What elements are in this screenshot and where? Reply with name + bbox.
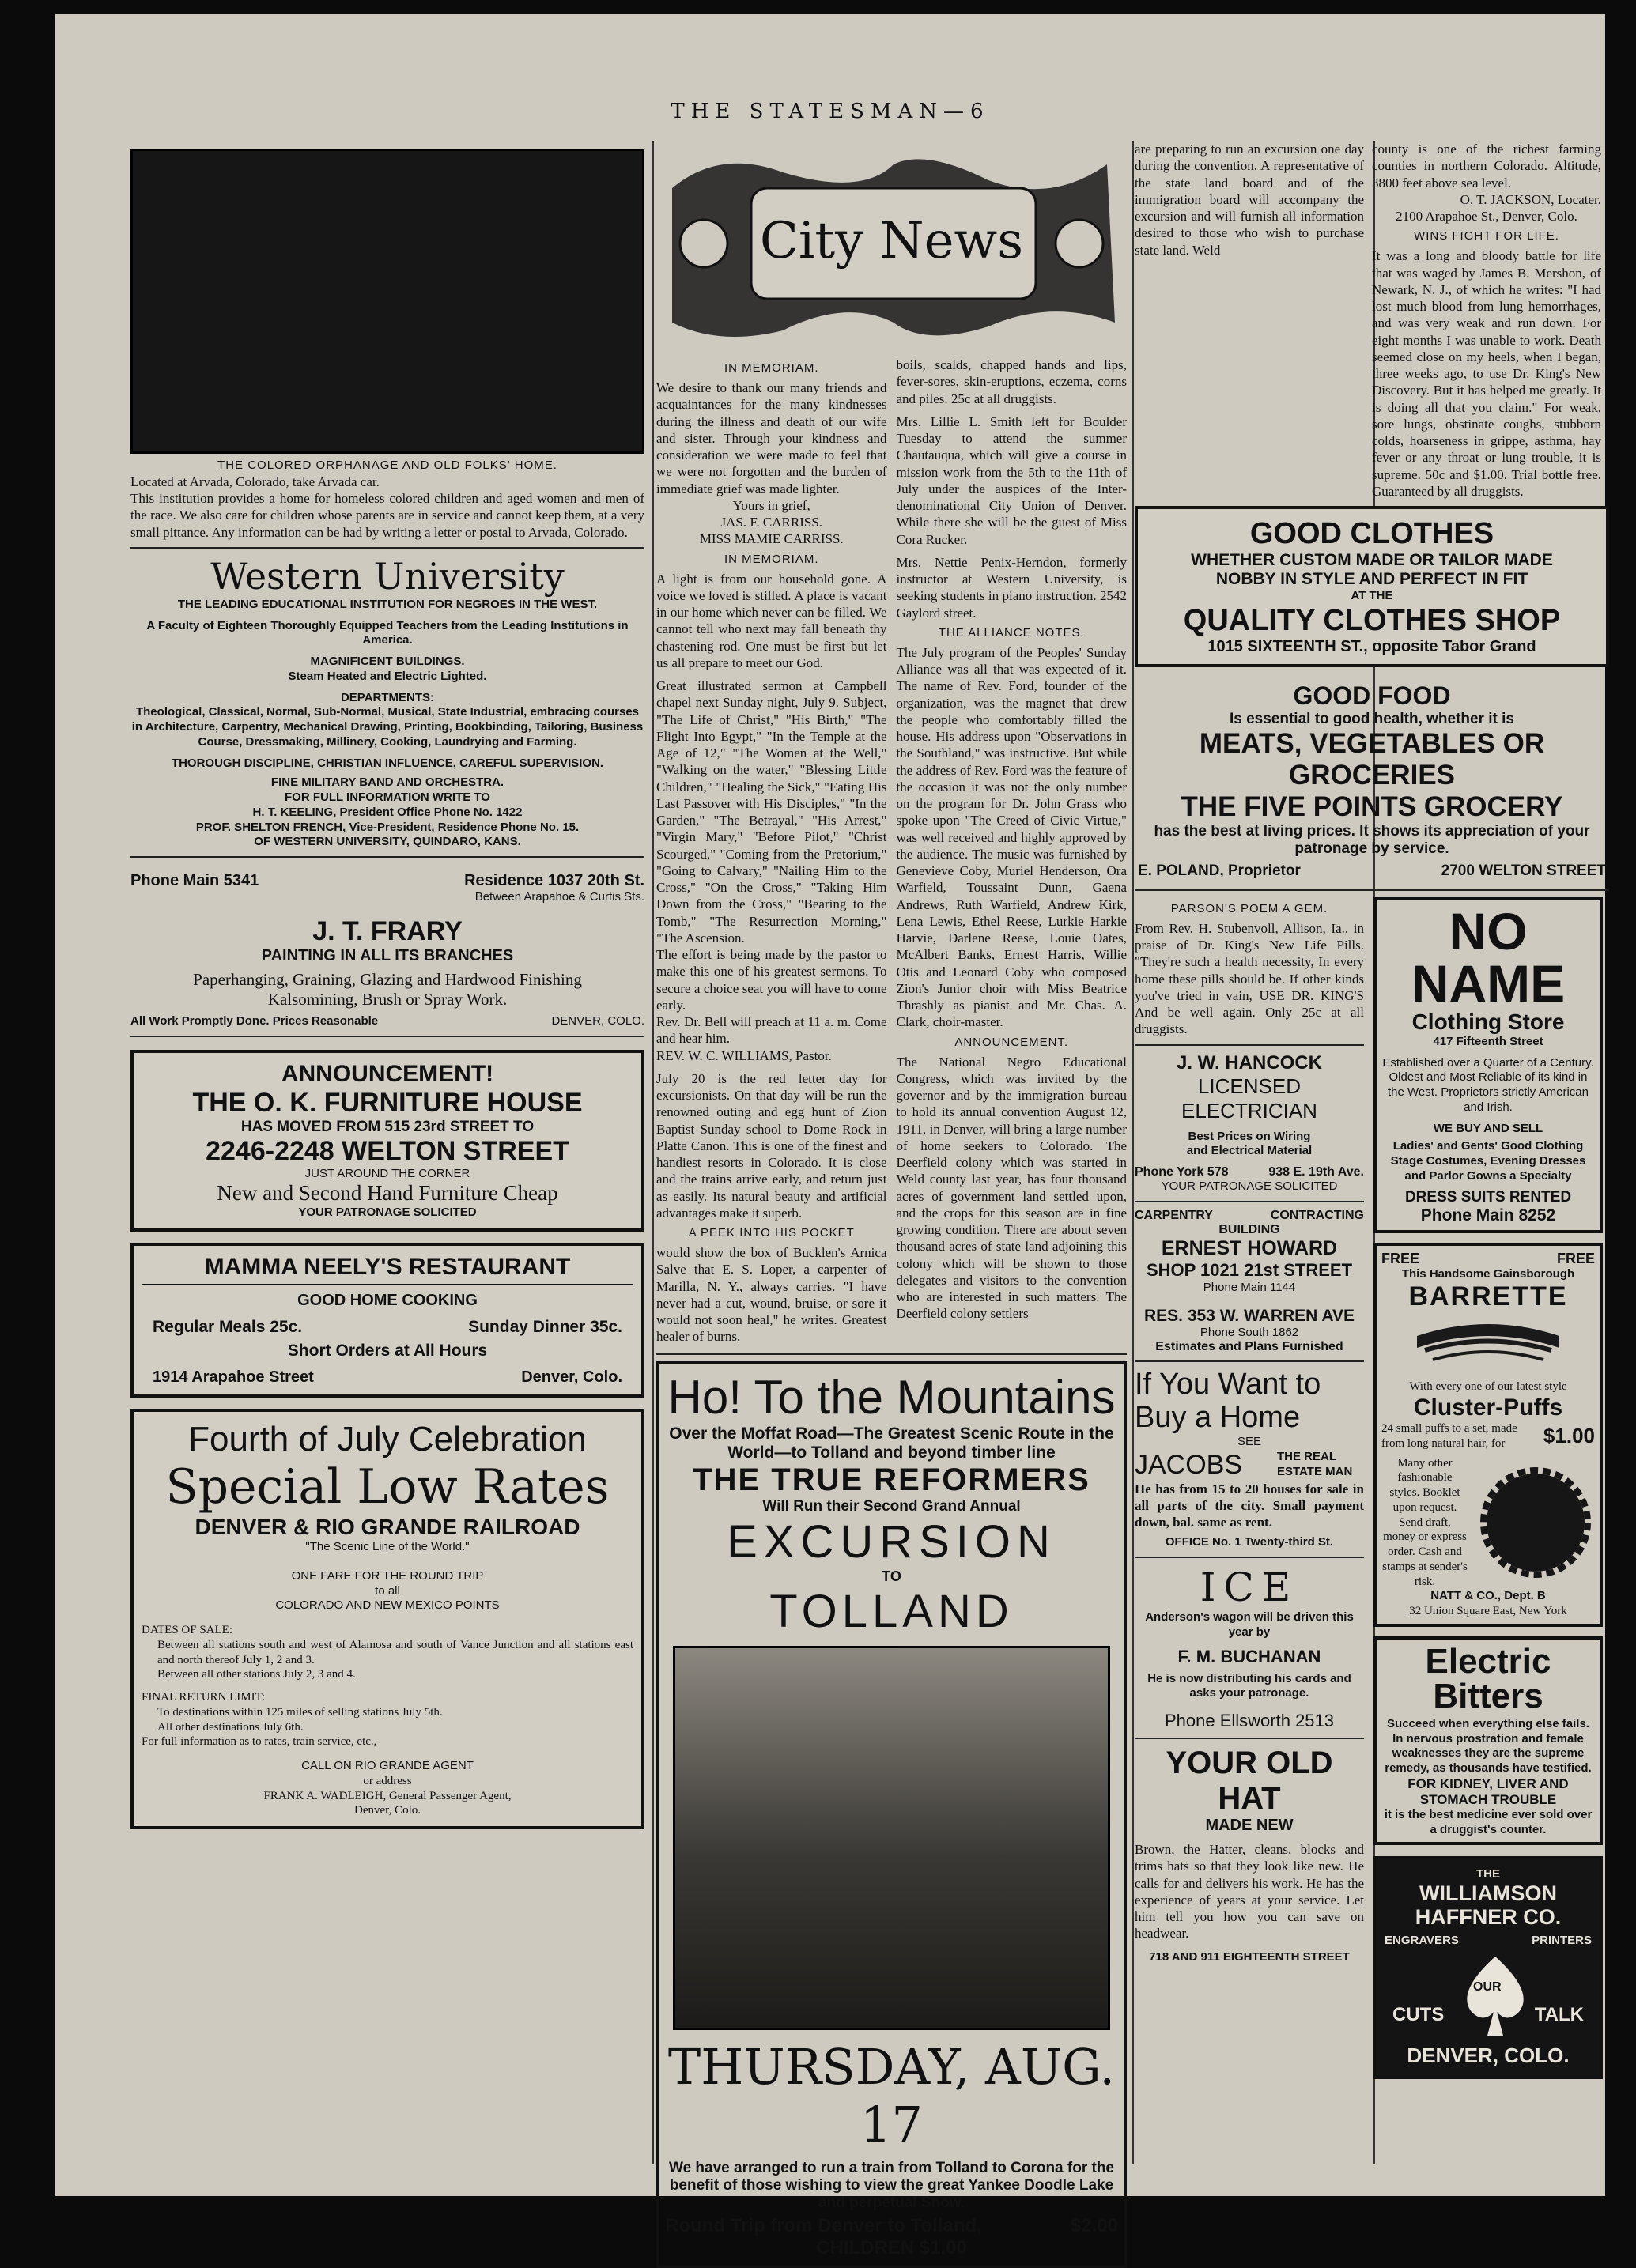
tolland-round-trip: Round Trip from Denver to Tolland, [665, 2214, 982, 2236]
neely-city: Denver, Colo. [521, 1368, 622, 1386]
ice-head: ICE [1200, 1564, 1299, 1611]
divider [130, 1036, 644, 1037]
barrette-puff-desc: 24 small puffs to a set, made from long natural hair, for [1381, 1422, 1517, 1450]
western-university-ad [130, 555, 644, 850]
tolland-tolland: TOLLAND [769, 1585, 1014, 1637]
tolland-to: TO [882, 1568, 901, 1584]
weld-body: county is one of the richest farming counties in northern Colorado. Altitude, 3800 feet above sea level. [1372, 142, 1601, 191]
howard-res: RES. 353 W. WARREN AVE [1143, 1306, 1355, 1325]
tolland-will-run: Will Run their Second Grand Annual [762, 1497, 1021, 1515]
peek-head: A PEEK INTO HIS POCKET [688, 1226, 855, 1240]
howard-name: ERNEST HOWARD [1161, 1236, 1338, 1259]
rg-motto: "The Scenic Line of the World." [305, 1540, 470, 1553]
divider [1135, 1557, 1364, 1558]
okf-corner: JUST AROUND THE CORNER [304, 1166, 470, 1180]
ice-phone: Phone Ellsworth 2513 [1164, 1711, 1335, 1731]
divider [1135, 1360, 1364, 1362]
neely-name: MAMMA NEELY'S RESTAURANT [142, 1254, 633, 1285]
frary-name: J. T. FRARY [312, 915, 463, 946]
tolland-price: $2.00 [1070, 2214, 1118, 2236]
rg-dates2: Between all other stations July 2, 3 and 4. [157, 1668, 356, 1681]
frary-line2: Paperhanging, Graining, Glazing and Hardwood Finishing [193, 969, 582, 989]
rg-fare: ONE FARE FOR THE ROUND TRIP [291, 1568, 484, 1583]
tolland-head: Ho! To the Mountains [667, 1370, 1116, 1424]
frary-foot-left: All Work Promptly Done. Prices Reasonable [130, 1013, 379, 1028]
barrette-ad [1373, 1243, 1603, 1627]
old-hat-ad [1135, 1745, 1364, 1964]
memoriam1-yours: Yours in grief, [732, 497, 810, 513]
ice-l2: He is now distributing his cards and asks your patronage. [1147, 1671, 1351, 1700]
jacobs-body: He has from 15 to 20 houses for sale in all parts of the city. Small payment down, bal. same as rent. [1135, 1481, 1364, 1530]
neely-cooking: GOOD HOME COOKING [297, 1292, 478, 1309]
memoriam2-body: A light is from our household gone. A voice we loved is stilled. A place is vacant in our home which never can be filled. We cannot tell who next may fall beneath thy chastening rod. One must be first but let us all prepare to meet our God. [656, 571, 887, 670]
sermon-body: Great illustrated sermon at Campbell chapel next Sunday night, July 9. Subject, "The Life of Christ," "His Birth," "The Flight Into Egypt," "In the Temple at the Age of 12," "The Women at the Well," "Walking on the water," "Blessing Little Children," "Healing the Sick," "Eating His Last Passover with His Disciples," "In the Garden," "The Betrayal," "His Arrest," "Virgin Mary," "Before Pilot," "Christ Scourged," "Coming from the Pretorium," "Going to Calvary," "Nailing Him to the Cross," "On the Cross," "Taking Him Down from the Cross," "Bearing to the Tomb," "The Resurrection Morning," "The Ascension. [656, 678, 887, 945]
nn-sub: Clothing Store [1411, 1009, 1565, 1034]
spade-emblem-icon [1448, 1949, 1543, 2043]
gf-street: 2700 WELTON STREET [1441, 862, 1606, 879]
wh-printers: PRINTERS [1532, 1934, 1592, 1948]
hancock-name: J. W. HANCOCK [1176, 1051, 1322, 1074]
gc-shop: QUALITY CLOTHES SHOP [1183, 603, 1561, 637]
gf-l4: has the best at living prices. It shows its appreciation of your patronage by service. [1154, 822, 1590, 857]
barrette-icon [1409, 1312, 1567, 1376]
wu-heating: Steam Heated and Electric Lighted. [288, 669, 487, 683]
howard-l2: CONTRACTING [1270, 1208, 1364, 1222]
nn-goods: Ladies' and Gents' Good Clothing Stage Costumes, Evening Dresses and Parlor Gowns a Specialty [1390, 1139, 1586, 1183]
wh-our: OUR [1473, 1980, 1502, 1994]
howard-estimates: Estimates and Plans Furnished [1155, 1340, 1343, 1354]
wh-name: WILLIAMSON HAFFNER CO. [1415, 1881, 1562, 1929]
barrette-free-left: FREE [1381, 1250, 1420, 1266]
barrette-cluster: Cluster-Puffs [1413, 1394, 1563, 1421]
gc-l3: AT THE [1351, 589, 1393, 602]
column-4 [1373, 897, 1603, 2079]
jackson-sig: O. T. JACKSON, Locater. [1460, 191, 1601, 207]
divider [1135, 1044, 1364, 1046]
electric-bitters-ad [1373, 1636, 1603, 1846]
hat-sub: MADE NEW [1205, 1817, 1294, 1835]
divider [1135, 1201, 1364, 1202]
hancock-addr: 938 E. 19th Ave. [1268, 1165, 1364, 1179]
rg-to-all: to all [375, 1583, 400, 1598]
frary-line1: PAINTING IN ALL ITS BRANCHES [261, 946, 514, 964]
rg-return1: To destinations within 125 miles of selling stations July 5th. [157, 1705, 443, 1719]
tolland-arranged: We have arranged to run a train from Tolland to Corona for the benefit of those wishing to view the great Yankee Doodle Lake and perpetual Snow. [668, 2159, 1114, 2211]
wh-engravers: ENGRAVERS [1385, 1934, 1459, 1948]
wu-buildings: MAGNIFICENT BUILDINGS. [310, 655, 465, 668]
parson-body: From Rev. H. Stubenvoll, Allison, Ia., in praise of Dr. King's New Life Pills. "They're such a health necessity, In every home these pills should be. If other kinds you've tried in vain, USE DR. KING'S And be well again. Only 25c at all druggists. [1135, 920, 1364, 1037]
rg-agent: FRANK A. WADLEIGH, General Passenger Agent, [263, 1789, 512, 1802]
announce-head: ANNOUNCEMENT. [954, 1035, 1069, 1049]
ice-name: F. M. BUCHANAN [1177, 1646, 1321, 1666]
cluster-puff-icon [1476, 1463, 1595, 1582]
newspaper-page [55, 14, 1606, 2259]
nn-body: Established over a Quarter of a Century. Oldest and Most Reliable of its kind in the West. Proprietors strictly American and Irish. [1382, 1055, 1594, 1114]
excursion-body: are preparing to run an excursion one day during the convention. A representative of the state land board and of the immigration board will accompany the excursion and will furnish all information desired to those who wish to purchase state land. Weld [1135, 142, 1364, 258]
hancock-foot: YOUR PATRONAGE SOLICITED [1161, 1179, 1338, 1193]
bitters-l1: Succeed when everything else fails. In nervous prostration and female weaknesses they are the supreme remedy, as thousands have testified. [1385, 1716, 1592, 1775]
barrette-name: BARRETTE [1408, 1281, 1568, 1312]
memoriam1-sig1: JAS. F. CARRISS. [720, 515, 823, 530]
gc-addr: 1015 SIXTEENTH ST., opposite Tabor Grand [1207, 637, 1536, 655]
orphanage-location: Located at Arvada, Colorado, take Arvada car. [130, 474, 380, 489]
nn-buy: WE BUY AND SELL [1433, 1121, 1543, 1135]
okf-line: New and Second Hand Furniture Cheap [217, 1181, 558, 1206]
hancock-l1: Best Prices on Wiring [1188, 1129, 1311, 1143]
rg-dates1: Between all stations south and west of Alamosa and south of Vance Junction and all stations east and north thereof July 1, 2 and 3. [157, 1638, 633, 1666]
wu-faculty: A Faculty of Eighteen Thoroughly Equipped Teachers from the Leading Institutions in America. [146, 618, 629, 647]
jacobs-see: SEE [1237, 1434, 1261, 1448]
city-news-banner [656, 141, 1127, 350]
rg-call: CALL ON RIO GRANDE AGENT [301, 1759, 474, 1772]
barrette-free-right: FREE [1556, 1250, 1595, 1266]
barrette-addr: 32 Union Square East, New York [1409, 1605, 1567, 1617]
bitters-head1: Electric [1425, 1641, 1551, 1681]
orphanage-body: This institution provides a home for homeless colored children and aged women and men of the race. We also care for children whose parents are in service and cannot keep them, at a very small pittance. Any information can be had by writing a letter or postal to Arvada, Colorado. [130, 491, 644, 540]
wh-cuts: CUTS [1392, 2004, 1445, 2026]
effort-body: The effort is being made by the pastor to make this one of his greatest sermons. To secure a choice seat you will have to come early. [656, 947, 887, 1013]
hancock-l2: and Electrical Material [1186, 1144, 1313, 1158]
howard-l3: BUILDING [1218, 1222, 1280, 1236]
divider [656, 1353, 1127, 1355]
wu-discipline: THOROUGH DISCIPLINE, CHRISTIAN INFLUENCE, CAREFUL SUPERVISION. [171, 756, 604, 770]
announce-body: The National Negro Educational Congress, which was invited by the governor and by the immigration bureau to hold its annual convention August 12, 1911, in Denver, will bring a large number of home seekers to Colorado. The Deerfield colony which was started in Weld county last year, has four thousand acres of government land settled upon, and the crops for this season are in fine growing condition. There are about seven thousand acres of state land adjoining this colony which will be shown to those delegates and visitors to the convention who are interested in such matters. The Deerfield colony settlers [896, 1054, 1127, 1322]
hancock-trade: LICENSED ELECTRICIAN [1181, 1074, 1317, 1123]
divider [1135, 1738, 1364, 1739]
rg-dates-label: DATES OF SALE: [142, 1624, 233, 1636]
smith-body: Mrs. Lillie L. Smith left for Boulder Tuesday to attend the summer Chautauqua, which will give a course in mission work from the 5th to the 11th of July under the auspices of the Inter-denominational City Union of Denver. While there she will be the guest of Miss Cora Rucker. [896, 413, 1127, 547]
rg-return2: All other destinations July 6th. [157, 1720, 304, 1734]
jacobs-ad [1135, 1368, 1364, 1550]
tolland-children: CHILDREN $1.00 [816, 2236, 967, 2259]
neely-short: Short Orders at All Hours [287, 1342, 488, 1360]
neely-meals: Regular Meals 25c. [153, 1318, 303, 1336]
alliance-body: The July program of the Peoples' Sunday Alliance was all that was expected of it. The name of Rev. Ford, founder of the organization, was the magnet that drew the people who comfortably filled the house. His address upon "Observations in the Southland," was instructive. But while the address of Rev. Ford was the feature of the occasion it was not the only number on the program for Dr. John Grass who spoke upon "The Creed of Civic Virtue," was well received and highly approved by the audience. The music was furnished by Genevieve Coby, Muriel Henderson, Ora Warfield, Toussaint Dunn, Gaena Andrews, Ruth Warfield, Andrew Kirk, Lena Lewis, Ethel Reese, Lurkie Harkie Harvie, Darlene Reese, Louie Oates, McAlbert Banks, Ernest Harris, Willie Otis and Leonard Coby who composed Zion's Junior choir with Miss Beatrice Thrashly as pianist and Mr. Chas. A. Clark, choir-master. [896, 644, 1127, 1030]
barrette-this: This Handsome Gainsborough [1401, 1266, 1575, 1281]
jacobs-role: THE REAL ESTATE MAN [1277, 1450, 1353, 1479]
peek-body: would show the box of Bucklen's Arnica Salve that E. S. Loper, a carpenter of Marilla, N. Y., always carries. "I have never had a cut, wound, bruise, or sore it would not soon heal," he writes. Greatest healer of burns, [656, 1245, 887, 1345]
howard-ad [1135, 1209, 1364, 1355]
tolland-excursion-ad [656, 1361, 1127, 2268]
mountain-photo [673, 1646, 1110, 2030]
good-clothes-ad [1135, 506, 1609, 667]
neely-sunday: Sunday Dinner 35c. [468, 1318, 622, 1336]
ice-ad [1135, 1564, 1364, 1731]
memoriam1-body: We desire to thank our many friends and acquaintances for the many kindnesses during the illness and death of our wife and sister. Through your kindness and consideration we were made to feel that we were not forgotten and the burden of immediate grief was made lighter. [656, 380, 887, 496]
divider [130, 547, 644, 549]
wh-talk: TALK [1534, 2004, 1584, 2026]
tolland-date: THURSDAY, AUG. 17 [667, 2037, 1116, 2153]
orphanage-photo [130, 149, 644, 454]
wh-city: DENVER, COLO. [1407, 2043, 1570, 2068]
gf-owner: E. POLAND, Proprietor [1138, 862, 1301, 879]
okf-moved: HAS MOVED FROM 515 23rd STREET TO [240, 1118, 535, 1135]
tolland-reformers: THE TRUE REFORMERS [693, 1462, 1090, 1497]
rg-agent-city: Denver, Colo. [354, 1804, 421, 1817]
ok-furniture-ad [130, 1050, 644, 1232]
howard-l1: CARPENTRY [1135, 1208, 1213, 1222]
frary-phone: Phone Main 5341 [130, 872, 259, 889]
williams-sig: REV. W. C. WILLIAMS, Pastor. [656, 1047, 832, 1063]
barrette-price: $1.00 [1543, 1424, 1595, 1448]
memoriam1-sig2: MISS MAMIE CARRISS. [699, 531, 844, 547]
column-rule [652, 141, 654, 2164]
rg-points: COLORADO AND NEW MEXICO POINTS [275, 1598, 500, 1613]
okf-address: 2246-2248 WELTON STREET [206, 1135, 569, 1166]
gf-head: GOOD FOOD [1293, 681, 1451, 710]
column-3b [1135, 897, 1364, 2079]
rg-or: or address [363, 1774, 412, 1787]
barrette-natt: NATT & CO., Dept. B [1430, 1589, 1546, 1603]
rg-h1: Fourth of July Celebration [188, 1420, 587, 1459]
divider [130, 856, 644, 858]
howard-phone: Phone Main 1144 [1203, 1280, 1296, 1294]
city-news-title: City News [759, 212, 1024, 270]
nn-head: NO NAME [1411, 901, 1566, 1013]
wu-keeling: H. T. KEELING, President Office Phone No. 1422 [252, 805, 523, 819]
fight-head: WINS FIGHT FOR LIFE. [1414, 229, 1559, 243]
barrette-side: Many other fashionable styles. Booklet upon request. Send draft, money or express order. Cash and stamps at sender's risk. [1382, 1456, 1468, 1588]
no-name-ad [1373, 897, 1603, 1233]
frary-line3: Kalsomining, Brush or Spray Work. [267, 989, 508, 1009]
gc-l1: WHETHER CUSTOM MADE OR TAILOR MADE [1191, 551, 1553, 569]
rg-h3: DENVER & RIO GRANDE RAILROAD [195, 1515, 580, 1539]
fight-body: It was a long and bloody battle for life that was waged by James B. Mershon, of Newark, N. J., of which he writes: "I had lost much blood from lung hemorrhages, and was very weak and run down. For eight months I was unable to work. Death seemed close on my heels, when I began, three weeks ago, to use Dr. King's New Discovery. But it has helped me greatly. It is doing all that you claim." For weak, sore lungs, obstinate coughs, stubborn colds, hoarseness in grippe, asthma, hay fever or any throat or lung trouble, it is supreme. 50c and $1.00. Trial bottle free. Guaranteed by all druggists. [1372, 248, 1601, 499]
wu-title: Western University [210, 554, 565, 598]
williamson-haffner-ad [1373, 1856, 1603, 2079]
gc-head: GOOD CLOTHES [1249, 517, 1494, 550]
rg-return3: For full information as to rates, train service, etc., [142, 1735, 377, 1749]
okf-foot: YOUR PATRONAGE SOLICITED [298, 1206, 477, 1220]
good-food-ad [1135, 678, 1609, 883]
tolland-over: Over the Moffat Road—The Greatest Scenic Route in the World—to Tolland and beyond timber line [669, 1424, 1114, 1462]
okf-head: ANNOUNCEMENT! [281, 1060, 494, 1087]
orphanage-caption: THE COLORED ORPHANAGE AND OLD FOLKS' HOME. [217, 459, 557, 472]
memoriam1-head: IN MEMORIAM. [724, 361, 819, 375]
bitters-l3: it is the best medicine ever sold over a druggist's counter. [1384, 1807, 1593, 1836]
divider [1135, 889, 1609, 891]
wu-departments-label: DEPARTMENTS: [340, 690, 435, 704]
wu-french: PROF. SHELTON FRENCH, Vice-President, Residence Phone No. 15. [195, 820, 580, 834]
gf-l3: THE FIVE POINTS GROCERY [1181, 791, 1563, 822]
rg-return-label: FINAL RETURN LIMIT: [142, 1691, 266, 1704]
running-head: THE STATESMAN—6 [671, 100, 990, 123]
wu-address: OF WESTERN UNIVERSITY, QUINDARO, KANS. [254, 835, 521, 849]
city-news-articles [656, 357, 1127, 1345]
neely-restaurant-ad [130, 1243, 644, 1398]
memoriam2-head: IN MEMORIAM. [724, 552, 819, 566]
column-rule [1132, 141, 1134, 2164]
tolland-excursion: EXCURSION [727, 1515, 1056, 1568]
rg-h2: Special Low Rates [165, 1459, 610, 1515]
nn-addr: 417 Fifteenth Street [1433, 1034, 1543, 1048]
frary-ad [130, 872, 644, 1029]
jacobs-office: OFFICE No. 1 Twenty-third St. [1165, 1535, 1334, 1549]
gc-l2: NOBBY IN STYLE AND PERFECT IN FIT [1215, 570, 1528, 588]
wu-tagline: THE LEADING EDUCATIONAL INSTITUTION FOR NEGROES IN THE WEST. [177, 597, 598, 611]
jackson-addr: 2100 Arapahoe St., Denver, Colo. [1396, 209, 1577, 224]
parson-head: PARSON'S POEM A GEM. [1170, 901, 1328, 915]
nn-phone: Phone Main 8252 [1420, 1206, 1556, 1225]
frary-residence: Residence 1037 20th St. [464, 872, 644, 889]
wu-band: FINE MILITARY BAND AND ORCHESTRA. [270, 775, 504, 790]
neely-street: 1914 Arapahoe Street [153, 1368, 314, 1386]
bitters-l2: FOR KIDNEY, LIVER AND STOMACH TROUBLE [1407, 1776, 1569, 1807]
ice-l1: Anderson's wagon will be driven this year by [1145, 1610, 1354, 1639]
frary-between: Between Arapahoe & Curtis Sts. [474, 890, 644, 904]
gf-l2: MEATS, VEGETABLES OR GROCERIES [1199, 727, 1545, 791]
bitters-head2: Bitters [1433, 1676, 1543, 1715]
hat-head: YOUR OLD HAT [1166, 1745, 1333, 1817]
hancock-phone: Phone York 578 [1135, 1165, 1229, 1179]
july20-body: July 20 is the red letter day for excursionists. On that day will be run the renowned outing and egg hunt of Zion Baptist Sunday school to Dome Rock in Platte Canon. This is one of the finest and handiest resorts in Colorado. It is close and the trains arrive early, and return just as easily. Its natural beauty and artificial advantages make it superb. [656, 1070, 887, 1221]
hat-body: Brown, the Hatter, cleans, blocks and trims hats so that they look like new. He calls for and delivers his work. He has the experience of years at your service. Let him tell you how you can save on headwear. [1135, 1842, 1364, 1942]
bell-body: Rev. Dr. Bell will preach at 11 a. m. Come and hear him. [656, 1014, 887, 1047]
hat-addr: 718 AND 911 EIGHTEENTH STREET [1149, 1949, 1350, 1964]
alliance-head: THE ALLIANCE NOTES. [938, 625, 1085, 640]
column-left [130, 141, 644, 1840]
okf-name: THE O. K. FURNITURE HOUSE [192, 1087, 583, 1118]
wu-info: FOR FULL INFORMATION WRITE TO [285, 791, 490, 804]
column-right-wide [1135, 141, 1609, 2079]
rio-grande-ad [130, 1409, 644, 1829]
frary-foot-right: DENVER, COLO. [551, 1013, 644, 1028]
jacobs-name: JACOBS [1135, 1449, 1243, 1480]
herndon-body: Mrs. Nettie Penix-Herndon, formerly instructor at Western University, is seeking students in piano instruction. 2542 Gaylord street. [896, 554, 1127, 621]
nn-dress: DRESS SUITS RENTED [1404, 1188, 1572, 1206]
boils-body: boils, scalds, chapped hands and lips, fever-sores, skin-eruptions, eczema, corns and piles. 25c at all druggists. [896, 357, 1127, 406]
hancock-ad [1135, 1052, 1364, 1194]
howard-phone2: Phone South 1862 [1200, 1325, 1299, 1339]
wh-the: THE [1476, 1867, 1500, 1881]
wu-departments: Theological, Classical, Normal, Sub-Normal, Musical, State Industrial, embracing courses in Architecture, Carpentry, Mechanical Drawing, Printing, Bookbinding, Tailoring, Business Course, Dressmaking, Millinery, Cooking, Laundrying and Farming. [131, 705, 644, 749]
barrette-with: With every one of our latest style [1409, 1380, 1567, 1394]
jacobs-head: If You Want to Buy a Home [1135, 1368, 1321, 1435]
gf-l1: Is essential to good health, whether it is [1229, 710, 1514, 727]
howard-shop: SHOP 1021 21st STREET [1146, 1259, 1353, 1280]
column-center [656, 141, 1127, 2268]
